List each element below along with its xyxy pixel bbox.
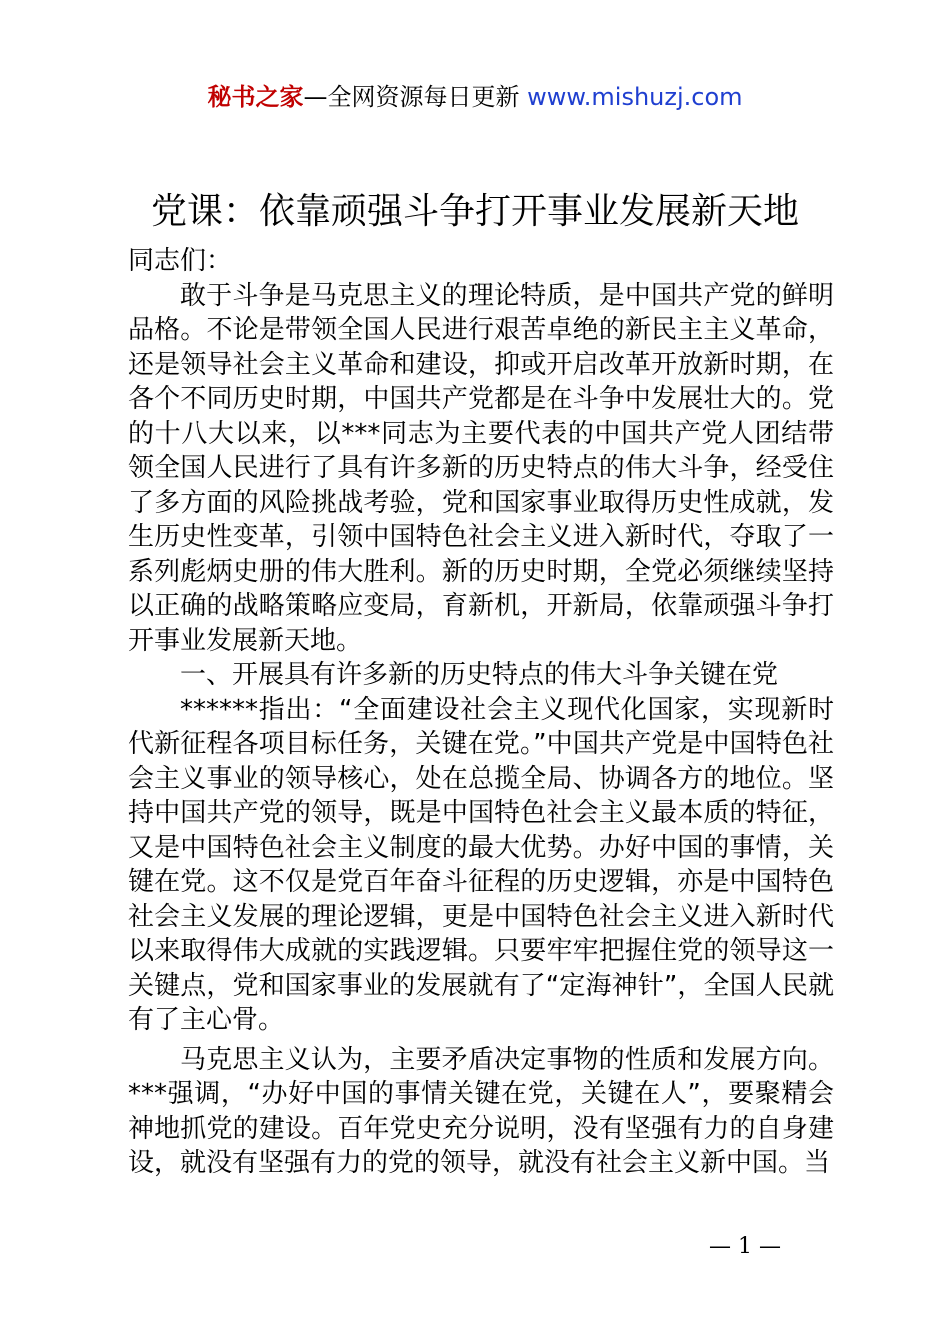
section-heading-1: 一、开展具有许多新的历史特点的伟大斗争关键在党 xyxy=(180,660,779,690)
paragraph-intro: 敢于斗争是马克思主义的理论特质，是中国共产党的鲜明品格。不论是带领全国人民进行艰苦卓绝的新民主主义革命，还是领导社会主义革命和建设，抑或开启改革开放新时期，在各个不同历史时期，中国共产党都是在斗争中发展壮大的。党的十八大以来，以***同志为主要代表的中国共产党人团结带领全国人民进行了具有许多新的历史特点的伟大斗争，经受住了多方面的风险挑战考验，党和国家事业取得历史性成就，发生历史性变革，引领中国特色社会主义进入新时代，夺取了一系列彪炳史册的伟大胜利。新的历史时期，全党必须继续坚持以正确的战略策略应变局，育新机，开新局，依靠顽强斗争打开事业发展新天地。 xyxy=(128,280,834,656)
document-title: 党课：依靠顽强斗争打开事业发展新天地 xyxy=(150,191,799,232)
brand-name: 秘书之家 xyxy=(207,83,304,111)
document-body xyxy=(128,244,834,1181)
site-url-link[interactable]: www.mishuzj.com xyxy=(527,83,743,111)
paragraph-2: ******指出：“全面建设社会主义现代化国家，实现新时代新征程各项目标任务，关键在党。”中国共产党是中国特色社会主义事业的领导核心，处在总揽全局、协调各方的地位。坚持中国共产党的领导，既是中国特色社会主义最本质的特征，又是中国特色社会主义制度的最大优势。办好中国的事情，关键在党。这不仅是党百年奋斗征程的历史逻辑，亦是中国特色社会主义发展的理论逻辑，更是中国特色社会主义进入新时代以来取得伟大成就的实践逻辑。只要牢牢把握住党的领导这一关键点，党和国家事业的发展就有了“定海神针”，全国人民就有了主心骨。 xyxy=(128,694,834,1035)
site-header xyxy=(0,80,950,114)
page-number: — 1 — xyxy=(709,1234,781,1259)
header-tagline: —全网资源每日更新 xyxy=(303,83,520,111)
salutation: 同志们： xyxy=(128,246,233,276)
paragraph-3: 马克思主义认为，主要矛盾决定事物的性质和发展方向。***强调，“办好中国的事情关键在党，关键在人”，要聚精会神地抓党的建设。百年党史充分说明，没有坚强有力的自身建设，就没有坚强有力的党的领导，就没有社会主义新中国。当 xyxy=(128,1044,834,1178)
